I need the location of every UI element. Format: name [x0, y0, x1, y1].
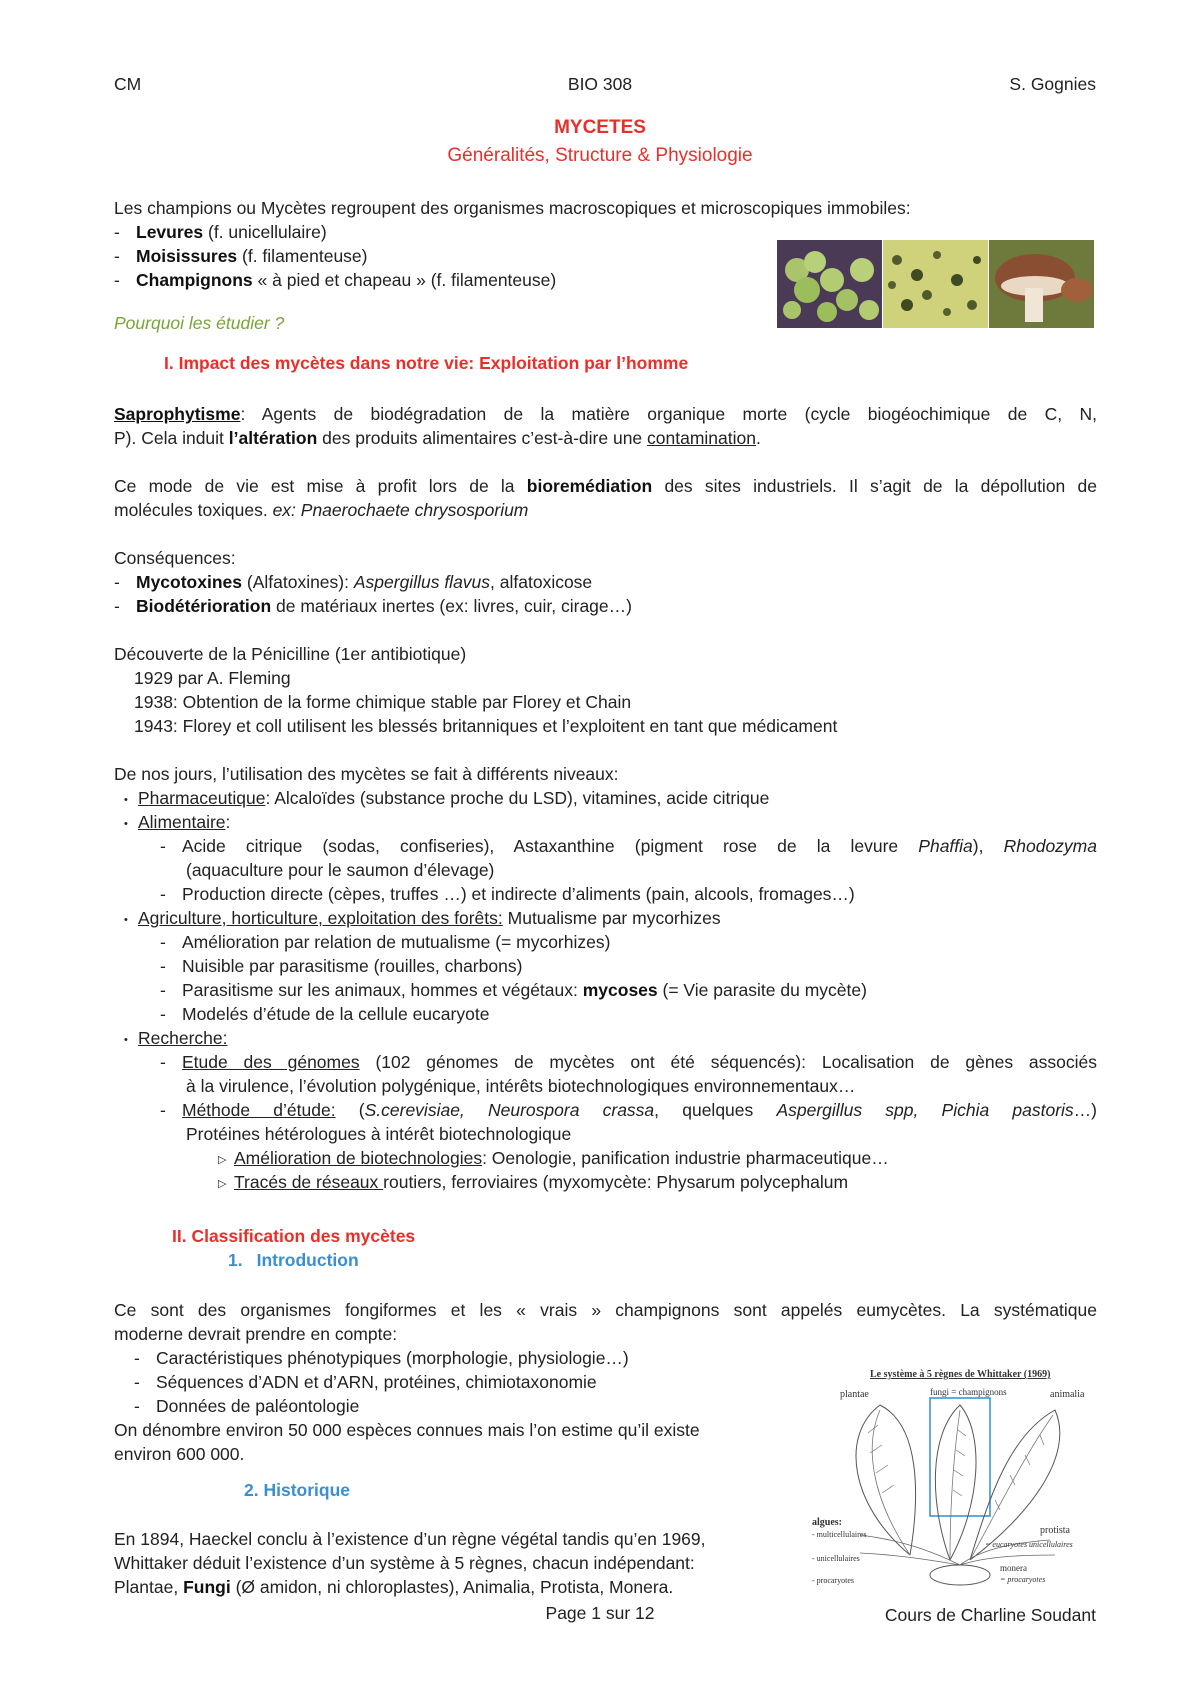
historique-3: Plantae, Fungi (Ø amidon, ni chloroplastes), Animalia, Protista, Monera. — [114, 1577, 674, 1597]
figure-multi: - multicellulaires — [812, 1530, 867, 1539]
list-item: - Modelés d’étude de la cellule eucaryote — [160, 1004, 490, 1024]
classif-n2: environ 600 000. — [114, 1444, 245, 1464]
subsection-heading: 2. Historique — [244, 1480, 350, 1500]
list-item: - Levures (f. unicellulaire) — [114, 222, 327, 242]
sapro-line-2: P). Cela induit l’altération des produits alimentaires c’est-à-dire une contamination. — [114, 428, 761, 448]
whittaker-figure — [810, 1365, 1095, 1595]
list-item: - Caractéristiques phénotypiques (morphologie, physiologie…) — [134, 1348, 629, 1368]
page-subtitle: Généralités, Structure & Physiologie — [447, 145, 753, 166]
list-item: - Données de paléontologie — [134, 1396, 360, 1416]
penicilline-title: Découverte de la Pénicilline (1er antibiotique) — [114, 644, 467, 664]
section-heading: I. Impact des mycètes dans notre vie: Exploitation par l’homme — [164, 353, 689, 373]
list-item: • Recherche: — [124, 1028, 228, 1048]
section-heading: II. Classification des mycètes — [172, 1226, 416, 1246]
list-item: - Mycotoxines (Alfatoxines): Aspergillus flavus, alfatoxicose — [114, 572, 593, 592]
sapro-line-1: Saprophytisme: Agents de biodégradation de la matière organique morte (cycle biogéochimique de C, N, — [114, 404, 1097, 424]
list-item: - Acide citrique (sodas, confiseries), Astaxanthine (pigment rose de la levure Phaffia), Rhodozyma — [160, 836, 1097, 856]
figure-proc: - procaryotes — [812, 1576, 854, 1585]
consequences-label: Conséquences: — [114, 548, 236, 568]
page-number: Page 1 sur 12 — [545, 1603, 655, 1623]
classif-p2: moderne devrait prendre en compte: — [114, 1324, 398, 1344]
list-item-cont: à la virulence, l’évolution polygénique, intérêts biotechnologiques environnementaux… — [186, 1076, 856, 1096]
mycetes-photos — [777, 240, 1094, 328]
list-item: ▷ Amélioration de biotechnologies: Oenologie, panification industrie pharmaceutique… — [218, 1148, 889, 1168]
list-item: - Biodétérioration de matériaux inertes (ex: livres, cuir, cirage…) — [114, 596, 632, 616]
list-item: - Méthode d’étude: (S.cerevisiae, Neurospora crassa, quelques Aspergillus spp, Pichia pastoris…) — [160, 1100, 1097, 1120]
whittaker-diagram — [810, 1365, 1095, 1595]
figure-title: Le système à 5 règnes de Whittaker (1969) — [870, 1369, 1051, 1380]
list-item: - Séquences d’ADN et d’ARN, protéines, chimiotaxonomie — [134, 1372, 597, 1392]
uses-intro: De nos jours, l’utilisation des mycètes se fait à différents niveaux: — [114, 764, 619, 784]
figure-monera: monera — [1000, 1563, 1027, 1573]
figure-euk: = eucaryotes unicellulaires — [985, 1540, 1073, 1549]
list-item: - Etude des génomes (102 génomes de mycètes ont été séquencés): Localisation de gènes associés — [160, 1052, 1098, 1072]
footer-credit: Cours de Charline Soudant — [884, 1605, 1096, 1625]
header-center: BIO 308 — [567, 74, 633, 94]
classif-p1: Ce sont des organismes fongiformes et les « vrais » champignons sont appelés eumycètes. La systématique — [114, 1300, 1097, 1320]
list-item: • Alimentaire: — [124, 812, 231, 832]
list-item: • Agriculture, horticulture, exploitation des forêts: Mutualisme par mycorhizes — [124, 908, 721, 928]
subsection-heading: 1. Introduction — [228, 1250, 359, 1270]
figure-protista: protista — [1040, 1525, 1070, 1536]
penicilline-1938: 1938: Obtention de la forme chimique stable par Florey et Chain — [134, 692, 632, 712]
list-item: - Champignons « à pied et chapeau » (f. filamenteuse) — [114, 270, 557, 290]
figure-fungi: fungi = champignons — [930, 1387, 1007, 1397]
list-item: • Pharmaceutique: Alcaloïdes (substance proche du LSD), vitamines, acide citrique — [124, 788, 770, 808]
penicilline-1929: 1929 par A. Fleming — [134, 668, 291, 688]
list-item-cont: (aquaculture pour le saumon d’élevage) — [186, 860, 495, 880]
figure-procar: = procaryotes — [1000, 1575, 1046, 1584]
intro-text: Les champions ou Mycètes regroupent des organismes macroscopiques et microscopiques immobiles: — [114, 198, 911, 218]
page-title: MYCETES — [554, 117, 646, 138]
list-item: - Parasitisme sur les animaux, hommes et végétaux: mycoses (= Vie parasite du mycète) — [160, 980, 867, 1000]
bio-line-1: Ce mode de vie est mise à profit lors de la bioremédiation des sites industriels. Il s’agit de la dépollution de — [114, 476, 1097, 496]
bio-line-2: molécules toxiques. ex: Pnaerochaete chrysosporium — [114, 500, 529, 520]
figure-plantae: plantae — [840, 1389, 869, 1400]
list-item: - Production directe (cèpes, truffes …) et indirecte d’aliments (pain, alcools, fromages…) — [160, 884, 855, 904]
historique-2: Whittaker déduit l’existence d’un système à 5 règnes, chacun indépendant: — [114, 1553, 695, 1573]
figure-algues: algues: — [812, 1517, 842, 1528]
yeast-mould-mushroom-photos — [777, 240, 1094, 328]
header-right: S. Gognies — [1009, 74, 1096, 94]
intro-question: Pourquoi les étudier ? — [114, 313, 285, 333]
figure-animalia: animalia — [1050, 1389, 1085, 1400]
figure-uni: - unicellulaires — [812, 1554, 860, 1563]
historique-1: En 1894, Haeckel conclu à l’existence d’un règne végétal tandis qu’en 1969, — [114, 1529, 706, 1549]
classif-n1: On dénombre environ 50 000 espèces connues mais l’on estime qu’il existe — [114, 1420, 700, 1440]
list-item: - Amélioration par relation de mutualisme (= mycorhizes) — [160, 932, 611, 952]
header-left: CM — [114, 74, 142, 94]
list-item-cont: Protéines hétérologues à intérêt biotechnologique — [186, 1124, 572, 1144]
penicilline-1943: 1943: Florey et coll utilisent les blessés britanniques et l’exploitent en tant que médicament — [134, 716, 838, 736]
list-item: ▷ Tracés de réseaux routiers, ferroviaires (myxomycète: Physarum polycephalum — [218, 1172, 849, 1192]
list-item: - Nuisible par parasitisme (rouilles, charbons) — [160, 956, 523, 976]
list-item: - Moisissures (f. filamenteuse) — [114, 246, 368, 266]
